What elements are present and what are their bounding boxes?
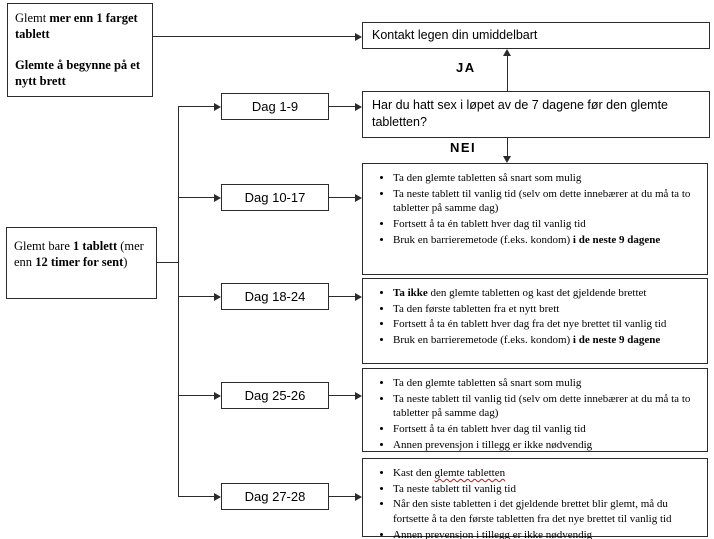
start-box-forgot-multiple-line1 [15,10,145,43]
day-box-dag-25-26 [221,382,329,409]
arrowhead-into-instructions-3 [355,392,362,400]
arrowhead-into-instructions-4 [355,493,362,501]
question-box [362,91,710,138]
bullet-item [393,438,703,453]
connector-yes-line [507,56,508,91]
text-segment: mer enn 1 farget tablett [15,11,138,42]
day-box-dag-18-24 [221,283,329,310]
bullet-item [393,422,703,437]
question-text: Har du hatt sex i løpet av de 7 dagene før den glemte tabletten? [372,98,669,129]
day-box-dag-10-17 [221,184,329,211]
arrowhead-into-dag-25-26 [214,392,221,400]
bullet-item [393,482,703,497]
text-segment: Annen prevensjon i tillegg er ikke nødvendig [393,438,593,451]
contact-doctor-text: Kontakt legen din umiddelbart [372,28,538,43]
text-segment: Ta den første tabletten fra et nytt brett [393,302,560,315]
bullet-item [393,171,703,186]
connector-dag-10-17-to-instructions [329,197,355,198]
connector-dag-27-28-to-instructions [329,496,355,497]
branch-line-dag-18-24 [178,296,214,297]
text-segment: Kast den [393,467,435,479]
day-box-dag-1-9-label: Dag 1-9 [251,99,299,114]
day-box-dag-27-28-label: Dag 27-28 [244,489,306,504]
instruction-list-dag-25-26 [363,376,707,452]
connector-dag-1-9-to-question [329,106,355,107]
text-segment: Ta neste tablett til vanlig tid [393,482,516,495]
arrowhead-into-question [355,103,362,111]
bullet-item [393,187,703,216]
text-segment: Fortsett å ta én tablett hver dag til vanlig tid [393,217,586,230]
connector-spine [178,106,179,497]
text-segment: Ta neste tablett til vanlig tid (selv om dette innebærer at du må ta to tabletter på samme dag) [393,187,691,215]
bullet-item [393,497,703,526]
text-segment: Glemt bare [14,239,74,253]
branch-line-dag-1-9 [178,106,214,107]
connector-dag-18-24-to-instructions [329,296,355,297]
text-segment: Fortsett å ta én tablett hver dag til vanlig tid [393,422,586,435]
instruction-list-dag-10-17 [363,171,707,247]
connector-dag-25-26-to-instructions [329,395,355,396]
bullet-item [393,466,703,481]
bullet-item [393,528,703,539]
bullet-item [393,286,703,301]
branch-line-dag-27-28 [178,496,214,497]
instruction-box-dag-25-26 [362,368,708,452]
bullet-item [393,233,703,248]
arrowhead-into-dag-10-17 [214,194,221,202]
text-segment: Bruk en barrieremetode (f.eks. kondom) [393,333,573,346]
branch-line-dag-25-26 [178,395,214,396]
instruction-list-dag-18-24 [363,286,707,348]
bullet-item [393,376,703,391]
text-segment: Ta ikke [393,287,428,299]
day-box-dag-10-17-label: Dag 10-17 [244,190,306,205]
arrowhead-into-instructions-1 [355,194,362,202]
start-box-forgot-multiple-line2 [15,57,145,90]
text-segment: 12 timer for sent [35,255,124,270]
instruction-box-dag-10-17 [362,163,708,275]
text-segment: Ta neste tablett til vanlig tid (selv om dette innebærer at du må ta to tabletter på samme dag) [393,392,691,420]
arrowhead-into-instructions-2 [355,293,362,301]
day-box-dag-1-9 [221,93,329,120]
bullet-item [393,333,703,348]
text-segment: Ta den glemte tabletten så snart som mulig [393,172,582,184]
arrowhead-into-dag-18-24 [214,293,221,301]
text-segment: i de neste 9 dagene [572,233,661,246]
arrowhead-into-contact-box [355,33,362,41]
day-box-dag-18-24-label: Dag 18-24 [244,289,306,304]
text-segment: Bruk en barrieremetode (f.eks. kondom) [393,233,573,246]
connector-forgot-one-stub [157,262,179,263]
text-segment: i de neste 9 dagene [572,333,661,346]
text-segment: 1 tablett [73,239,118,253]
contact-doctor-box [362,22,710,49]
text-segment: Ta den glemte tabletten så snart som mulig [393,377,582,389]
bullet-item [393,317,703,332]
arrowhead-into-dag-27-28 [214,493,221,501]
text-segment: Glemt [15,11,50,25]
day-box-dag-25-26-label: Dag 25-26 [244,388,306,403]
day-box-dag-27-28 [221,483,329,510]
instruction-box-dag-18-24 [362,278,708,364]
yes-branch-label: JA [456,60,476,75]
bullet-item [393,392,703,421]
start-box-forgot-one [6,227,157,299]
no-branch-label: NEI [450,140,477,155]
arrowhead-no-down [503,156,511,163]
bullet-item [393,302,703,317]
arrowhead-yes-up [503,49,511,56]
connector-forgot-multiple-to-contact [153,36,355,37]
instruction-box-dag-27-28 [362,458,708,537]
bullet-item [393,217,703,232]
text-segment: ) [123,255,128,270]
arrowhead-into-dag-1-9 [214,103,221,111]
start-box-forgot-multiple [7,3,153,97]
branch-line-dag-10-17 [178,197,214,198]
text-segment: Annen prevensjon i tillegg er ikke nødvendig [393,528,593,539]
text-segment: glemte tabletten [434,467,506,479]
instruction-list-dag-27-28 [363,466,707,539]
text-segment: den glemte tabletten og kast det gjeldende brettet [427,287,647,299]
connector-no-line [507,138,508,156]
text-segment: Når den siste tabletten i det gjeldende brettet blir glemt, må du fortsette å ta den første tabletten fra det nye brettet til vanlig tid [393,498,672,525]
start-box-forgot-one-line1 [14,238,149,271]
text-segment: (mer enn [14,239,144,270]
text-segment: Glemte å begynne på et nytt brett [15,57,140,88]
text-segment: Fortsett å ta én tablett hver dag fra det nye brettet til vanlig tid [393,318,667,331]
